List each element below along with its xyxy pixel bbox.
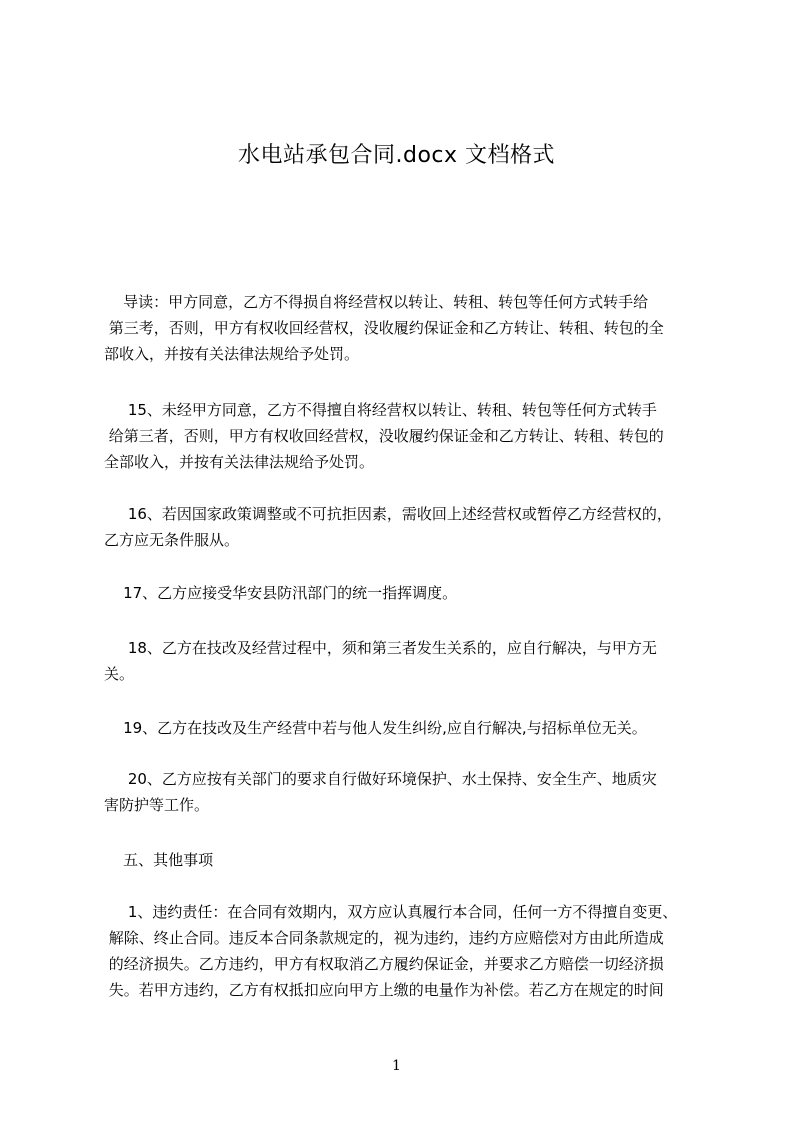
paragraph-line: 17、乙方应接受华安县防汛部门的统一指挥调度。 xyxy=(104,584,458,602)
paragraph-line: 五、其他事项 xyxy=(104,851,214,869)
paragraph-line: 全部收入，并按有关法律法规给予处罚。 xyxy=(104,453,375,471)
paragraph-clause-17 xyxy=(104,580,712,606)
paragraph-line: 给第三者，否则，甲方有权收回经营权，没收履约保证金和乙方转让、转租、转包的 xyxy=(104,427,664,445)
paragraph-line: 18、乙方在技改及经营过程中，须和第三者发生关系的，应自行解决，与甲方无 xyxy=(104,639,657,657)
paragraph-clause-15 xyxy=(104,397,712,475)
paragraph-clause-16 xyxy=(104,501,712,553)
paragraph-line: 16、若因国家政策调整或不可抗拒因素，需收回上述经营权或暂停乙方经营权的， xyxy=(104,505,672,523)
page-title: 水电站承包合同.docx 文档格式 xyxy=(237,143,556,168)
paragraph-line: 解除、终止合同。违反本合同条款规定的，视为违约，违约方应赔偿对方由此所造成 xyxy=(104,929,664,947)
section-heading-other-matters xyxy=(104,847,712,873)
paragraph-line: 部收入，并按有关法律法规给予处罚。 xyxy=(104,345,360,363)
paragraph-item-1 xyxy=(104,899,712,1003)
paragraph-line: 乙方应无条件服从。 xyxy=(104,531,240,549)
paragraph-line: 导读：甲方同意，乙方不得损自将经营权以转让、转租、转包等任何方式转手给 xyxy=(104,293,649,311)
paragraph-line: 害防护等工作。 xyxy=(104,796,210,814)
page-number: 1 xyxy=(392,1058,401,1074)
paragraph-clause-20 xyxy=(104,766,712,818)
paragraph-line: 失。若甲方违约，乙方有权抵扣应向甲方上缴的电量作为补偿。若乙方在规定的时间 xyxy=(104,981,664,999)
paragraph-line: 的经济损失。乙方违约，甲方有权取消乙方履约保证金，并要求乙方赔偿一切经济损 xyxy=(104,955,664,973)
paragraph-clause-18 xyxy=(104,635,712,687)
paragraph-line: 19、乙方在技改及生产经营中若与他人发生纠纷,应自行解决,与招标单位无关。 xyxy=(104,719,647,737)
paragraph-line: 20、乙方应按有关部门的要求自行做好环境保护、水土保持、安全生产、地质灾 xyxy=(104,770,657,788)
paragraph-line: 关。 xyxy=(104,665,135,683)
paragraph-intro xyxy=(104,289,712,367)
paragraph-line: 1、违约责任：在合同有效期内，双方应认真履行本合同，任何一方不得擅自变更、 xyxy=(104,903,678,921)
paragraph-clause-19 xyxy=(104,715,712,741)
paragraph-line: 第三考，否则，甲方有权收回经营权，没收履约保证金和乙方转让、转租、转包的全 xyxy=(104,319,664,337)
paragraph-line: 15、未经甲方同意，乙方不得擅自将经营权以转让、转租、转包等任何方式转手 xyxy=(104,401,657,419)
